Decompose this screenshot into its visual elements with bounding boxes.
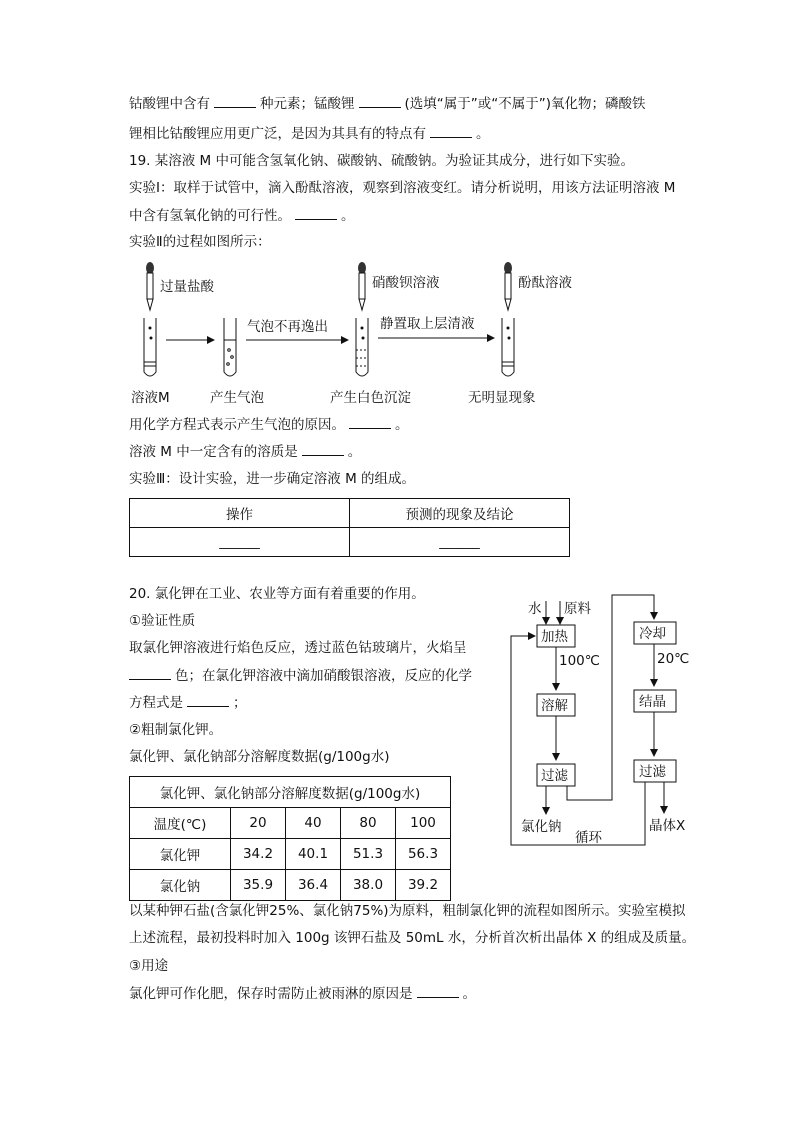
section-1-title: ①验证性质 (129, 613, 196, 629)
table-cell: 氯化钾 (130, 839, 231, 870)
test-tube-icon (224, 318, 236, 376)
text-segment: 。 (341, 208, 355, 224)
loop-label: 循环 (575, 830, 602, 846)
table-cell: 40.1 (286, 839, 341, 870)
table-header-cell: 预测的现象及结论 (350, 499, 570, 528)
text-segment: 。 (395, 417, 409, 433)
temperature-label: 100℃ (559, 653, 600, 669)
section-2-caption: 氯化钾、氯化钠部分溶解度数据(g/100g水) (129, 749, 390, 765)
kcl-flowchart (511, 595, 689, 846)
table-header-cell: 温度(℃) (130, 808, 231, 839)
section-2-desc-1: 以某种钾石盐(含氯化钾25%、氯化钠75%)为原料，粗制氯化钾的流程如图所示。实验室模拟 (129, 903, 686, 919)
step-label: 加热 (541, 629, 568, 645)
temperature-label: 20℃ (657, 651, 690, 667)
table-cell: 氯化钠 (130, 870, 231, 901)
question-20: 20. 氯化钾在工业、农业等方面有着重要的作用。 (129, 586, 425, 602)
experiment-2-diagram (131, 262, 572, 406)
table-cell[interactable]: ______ (350, 528, 570, 557)
text-segment: 钴酸锂中含有 (129, 96, 210, 112)
reagent-label: 过量盐酸 (160, 279, 214, 295)
text-segment: 氯化钾可作化肥，保存时需防止被雨淋的原因是 (129, 986, 413, 1002)
text-segment: 。 (347, 444, 362, 460)
test-tube-icon (356, 318, 368, 376)
table-cell: 36.4 (286, 870, 341, 901)
input-label: 水 (528, 601, 542, 617)
output-label: 晶体X (649, 818, 686, 834)
table-title-cell: 氯化钾、氯化钠部分溶解度数据(g/100g水) (130, 777, 451, 808)
step-label: 过滤 (639, 764, 666, 780)
table-cell: 38.0 (341, 870, 396, 901)
tube-caption: 产生白色沉淀 (330, 390, 411, 406)
reagent-label: 硝酸钡溶液 (372, 275, 440, 291)
text-segment: 取氯化钾溶液进行焰色反应，透过蓝色钴玻璃片，火焰呈 (129, 640, 467, 656)
text-segment: (选填“属于”或“不属于”)氧化物；磷酸铁 (404, 96, 646, 112)
dropper-icon (504, 262, 512, 310)
text-segment: 中含有氢氧化钠的可行性。 (129, 208, 291, 224)
step-label: 冷却 (639, 626, 666, 642)
experiment-3-intro: 实验Ⅲ：设计实验，进一步确定溶液 M 的组成。 (129, 471, 416, 487)
tube-caption: 无明显现象 (468, 390, 536, 406)
reagent-label: 酚酞溶液 (518, 275, 572, 291)
text-segment: 色；在氯化钾溶液中滴加硝酸银溶液，反应的化学 (175, 668, 472, 684)
text-segment: 锂相比钴酸锂应用更广泛，是因为其具有的特点有 (129, 126, 426, 142)
text-segment: 溶液 M 中一定含有的溶质是 (129, 444, 298, 460)
table-header-cell: 操作 (130, 499, 350, 528)
table-cell: 51.3 (341, 839, 396, 870)
text-segment: 种元素；锰酸锂 (260, 96, 355, 112)
test-tube-icon (502, 318, 514, 376)
tube-caption: 产生气泡 (210, 390, 264, 406)
tube-caption: 溶液M (131, 390, 170, 406)
text-segment: 用化学方程式表示产生气泡的原因。 (129, 417, 345, 433)
table-cell: 39.2 (396, 870, 451, 901)
section-2-desc-2: 上述流程，最初投料时加入 100g 该钾石盐及 50mL 水，分析首次析出晶体 X 的组成及质量。 (129, 930, 696, 946)
table-cell: 35.9 (231, 870, 286, 901)
section-3-title: ③用途 (129, 958, 169, 974)
dropper-icon (146, 262, 154, 310)
dropper-icon (358, 262, 366, 310)
table-header-cell: 80 (341, 808, 396, 839)
section-2-title: ②粗制氯化钾。 (129, 722, 223, 738)
question-19: 19. 某溶液 M 中可能含氢氧化钠、碳酸钠、硫酸钠。为验证其成分，进行如下实验。 (129, 153, 634, 169)
input-label: 原料 (564, 601, 591, 617)
text-segment: ； (233, 695, 247, 711)
arrow-label: 静置取上层清液 (380, 316, 475, 332)
experiment-2-intro: 实验Ⅱ的过程如图所示： (129, 234, 271, 250)
table-cell: 34.2 (231, 839, 286, 870)
text-segment: 。 (476, 126, 490, 142)
output-label: 氯化钠 (521, 819, 562, 835)
test-tube-icon (144, 318, 156, 376)
arrow-label: 气泡不再逸出 (247, 319, 328, 335)
table-cell: 56.3 (396, 839, 451, 870)
table-header-cell: 100 (396, 808, 451, 839)
experiment-1-line-1: 实验Ⅰ：取样于试管中，滴入酚酞溶液，观察到溶液变红。请分析说明，用该方法证明溶液 M (129, 180, 676, 196)
table-cell[interactable]: ______ (130, 528, 350, 557)
text-segment: 方程式是 (129, 695, 183, 711)
step-label: 结晶 (639, 694, 666, 710)
step-label: 过滤 (541, 768, 568, 784)
table-header-cell: 40 (286, 808, 341, 839)
step-label: 溶解 (541, 698, 568, 714)
table-header-cell: 20 (231, 808, 286, 839)
text-segment: 。 (462, 986, 476, 1002)
